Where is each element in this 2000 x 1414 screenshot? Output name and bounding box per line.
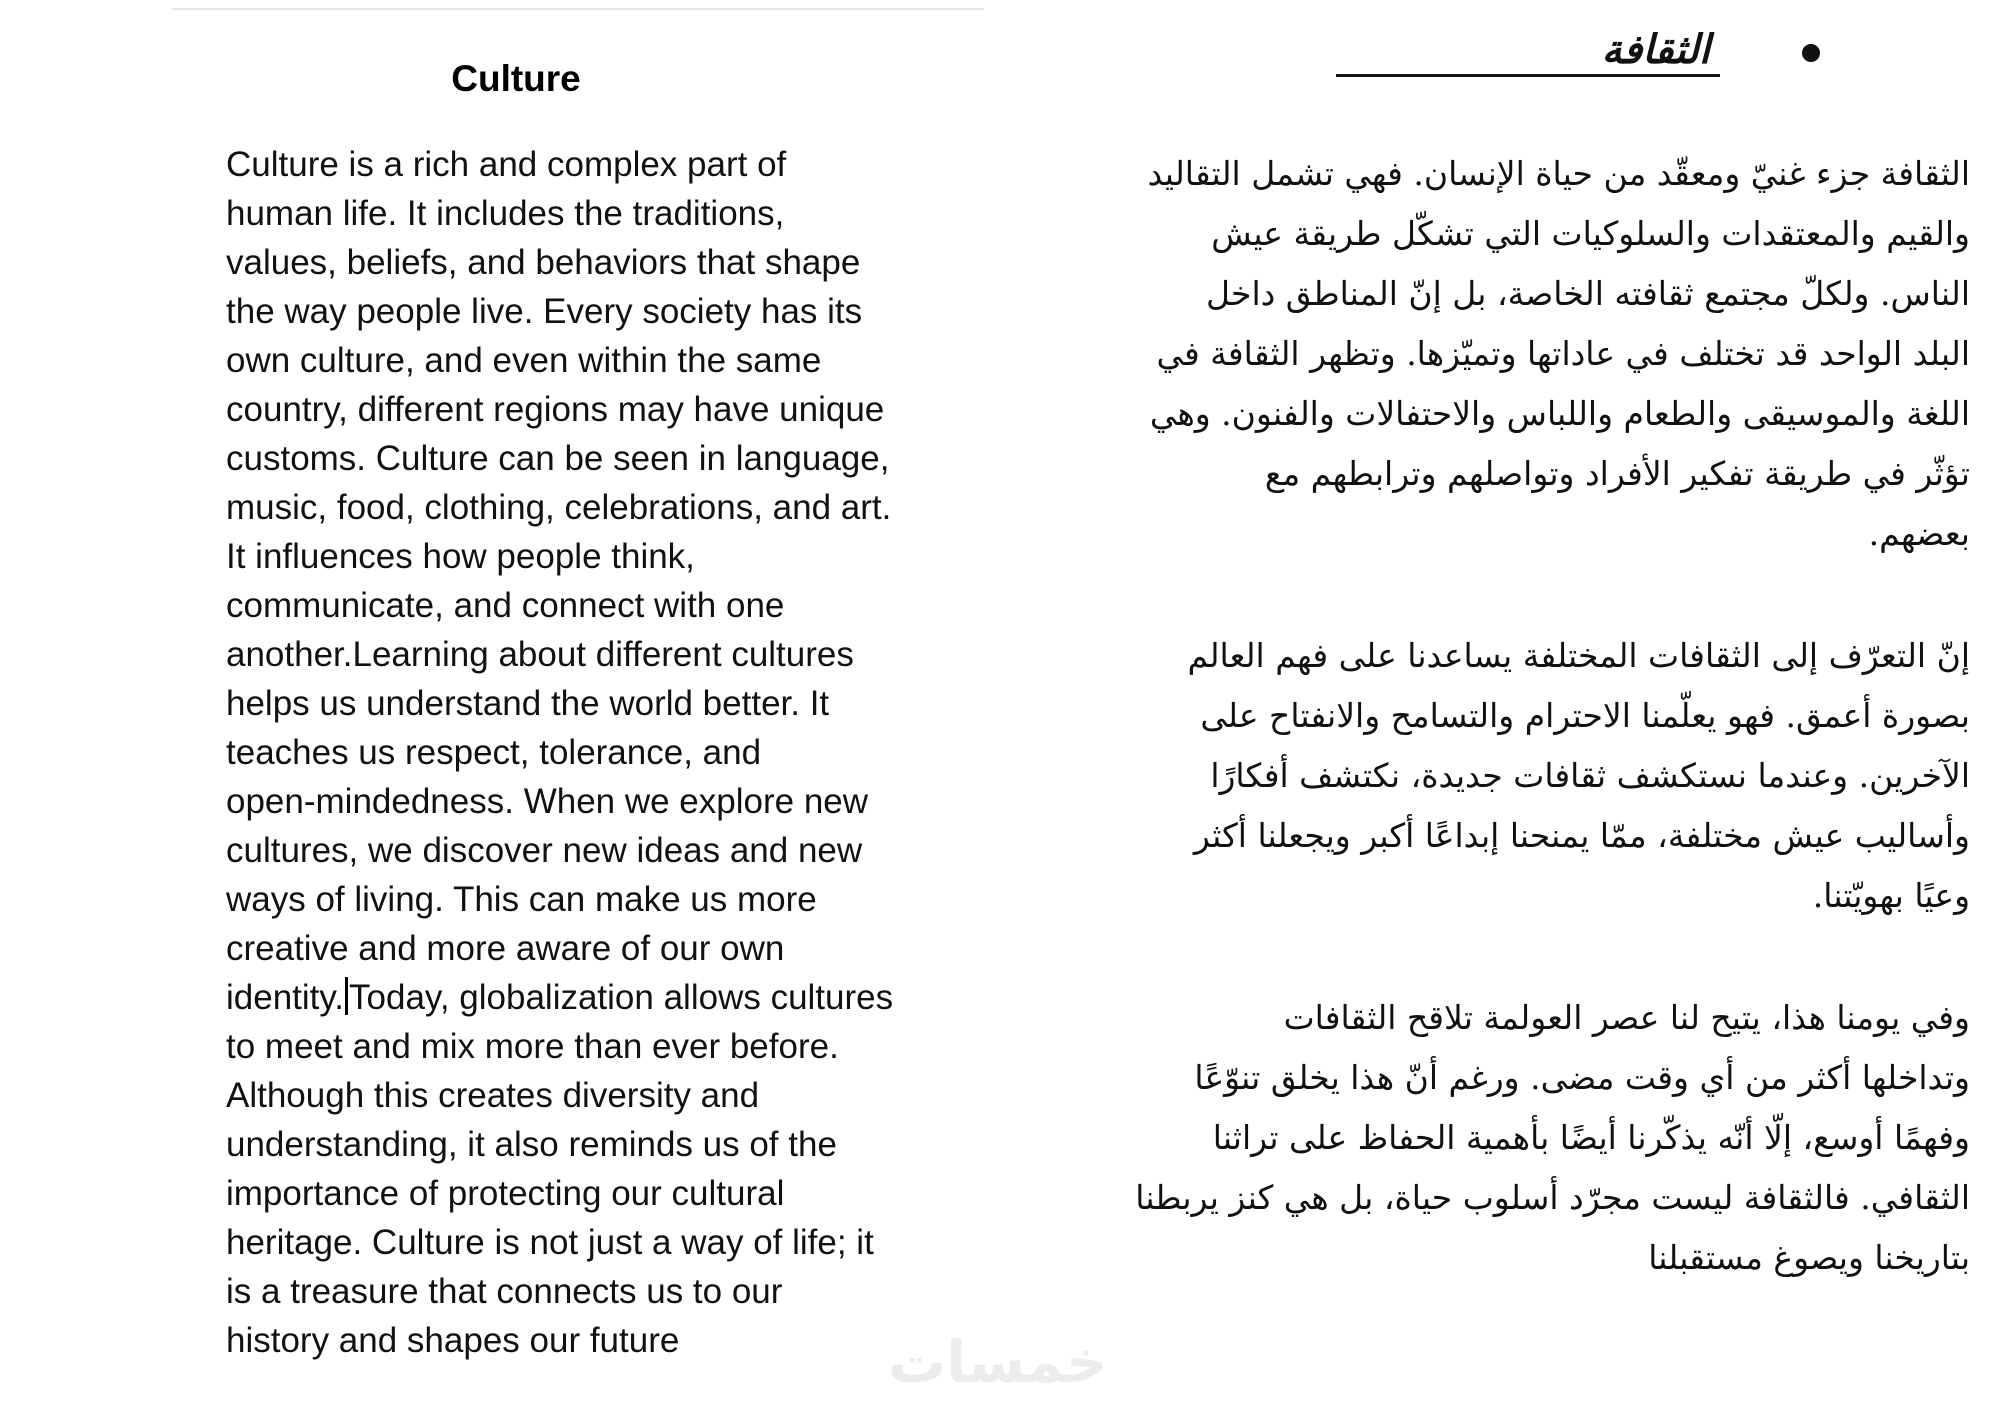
arabic-paragraph-2: إنّ التعرّف إلى الثقافات المختلفة يساعدنا على فهم العالم بصورة أعمق. فهو يعلّمنا الاحترام والتسامح والانفتاح على الآخرين. وعندما نستكشف ثقافات جديدة، نكتشف أفكارًا وأساليب عيش مختلفة، ممّا يمنحنا إبداعًا أكبر ويجعلنا أكثر وعيًا بهويّتنا.	[1187, 636, 1970, 915]
english-column	[226, 58, 946, 1365]
watermark-logo: خمسات	[888, 1328, 1108, 1396]
top-divider	[172, 8, 984, 10]
bullet-icon	[1802, 44, 1820, 62]
arabic-title-underline	[1336, 74, 1720, 77]
text-cursor	[345, 977, 348, 1015]
arabic-heading	[1360, 20, 1820, 80]
arabic-paragraph-1: الثقافة جزء غنيّ ومعقّد من حياة الإنسان. فهي تشمل التقاليد والقيم والمعتقدات والسلوكيات التي تشكّل طريقة عيش الناس. ولكلّ مجتمع ثقافته الخاصة، بل إنّ المناطق داخل البلد الواحد قد تختلف في عاداتها وتميّزها. وتظهر الثقافة في اللغة والموسيقى والطعام واللباس والاحتفالات والفنون. وهي تؤثّر في طريقة تفكير الأفراد وتواصلهم وترابطهم مع بعضهم.	[1147, 154, 1970, 553]
english-body[interactable]	[226, 140, 946, 1365]
english-title: Culture	[451, 58, 581, 99]
english-body-part-2: Today, globalization allows cultures to meet and mix more than ever before. Although this creates diversity and understanding, it also reminds us of the importance of protecting our cultural heritage. Culture is not just a way of life; it is a treasure that connects us to our history and shapes our future	[226, 978, 894, 1360]
arabic-column	[1090, 144, 1970, 1350]
arabic-title: الثقافة	[1601, 26, 1710, 73]
arabic-paragraph-3: وفي يومنا هذا، يتيح لنا عصر العولمة تلاقح الثقافات وتداخلها أكثر من أي وقت مضى. ورغم أنّ هذا يخلق تنوّعًا وفهمًا أوسع، إلّا أنّه يذكّرنا أيضًا بأهمية الحفاظ على تراثنا الثقافي. فالثقافة ليست مجرّد أسلوب حياة، بل هي كنز يربطنا بتاريخنا ويصوغ مستقبلنا	[1135, 998, 1970, 1277]
english-body-part-1: Culture is a rich and complex part of human life. It includes the traditions, values, beliefs, and behaviors that shape the way people live. Every society has its own culture, and even within the same country, different regions may have unique customs. Culture can be seen in language, music, food, clothing, celebrations, and art. It influences how people think, communicate, and connect with one another.Learning about different cultures helps us understand the world better. It teaches us respect, tolerance, and open-mindedness. When we explore new cultures, we discover new ideas and new ways of living. This can make us more creative and more aware of our own identity.	[226, 145, 892, 1017]
